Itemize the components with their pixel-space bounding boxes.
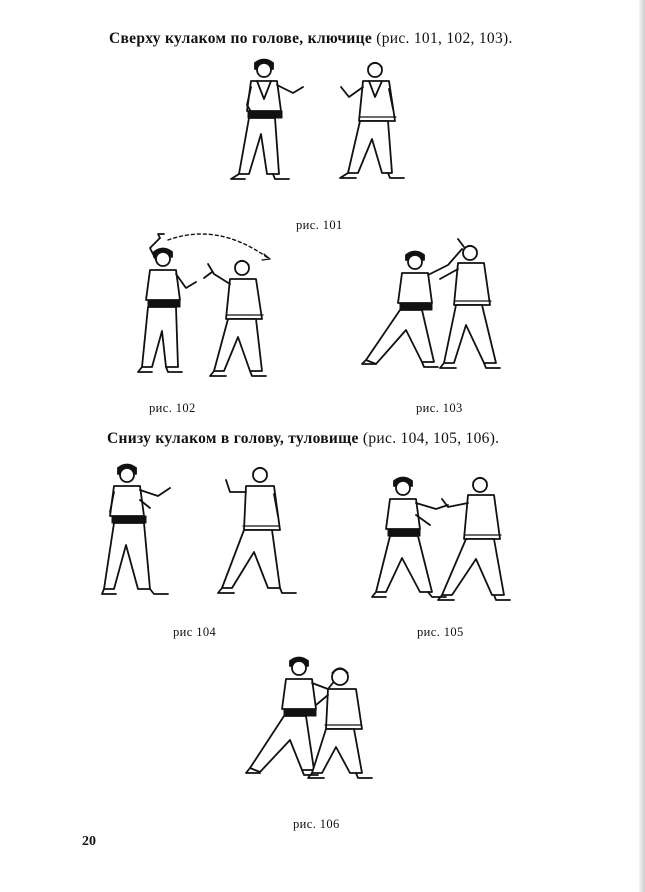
fighter-black-belt <box>102 465 170 595</box>
fighter-white-belt <box>438 478 510 601</box>
fighter-white-belt <box>340 63 404 179</box>
section-heading-overhead-strike <box>109 30 513 48</box>
figure-106-illustration <box>244 655 384 785</box>
strike-trajectory-arc <box>168 234 268 258</box>
figure-101-illustration <box>215 55 435 195</box>
fighter-black-belt <box>231 60 303 180</box>
figure-104-caption: рис 104 <box>173 625 217 639</box>
fighter-black-belt <box>372 478 448 598</box>
fighter-white-belt <box>204 261 266 377</box>
figure-103-illustration <box>360 235 510 380</box>
section-heading-upward-strike <box>107 430 499 448</box>
heading-title: Сверху кулаком по голове, ключице <box>109 30 373 47</box>
heading-figure-refs: (рис. 101, 102, 103). <box>376 30 513 47</box>
fighter-black-belt <box>138 234 196 372</box>
page-number: 20 <box>82 834 96 849</box>
figure-101-caption: рис. 101 <box>296 218 343 232</box>
fighter-white-belt <box>218 468 296 594</box>
fighter-white-belt <box>440 239 500 368</box>
figure-105-illustration <box>368 465 518 610</box>
heading-figure-refs: (рис. 104, 105, 106). <box>362 430 500 447</box>
page-edge-shadow <box>639 0 645 892</box>
figure-103-caption: рис. 103 <box>416 401 463 415</box>
figure-106-caption: рис. 106 <box>293 817 340 831</box>
heading-title: Снизу кулаком в голову, туловище <box>107 430 359 447</box>
figure-102-illustration <box>130 228 290 383</box>
figure-105-caption: рис. 105 <box>417 625 464 639</box>
figure-104-illustration <box>100 460 300 605</box>
figure-102-caption: рис. 102 <box>149 401 196 415</box>
